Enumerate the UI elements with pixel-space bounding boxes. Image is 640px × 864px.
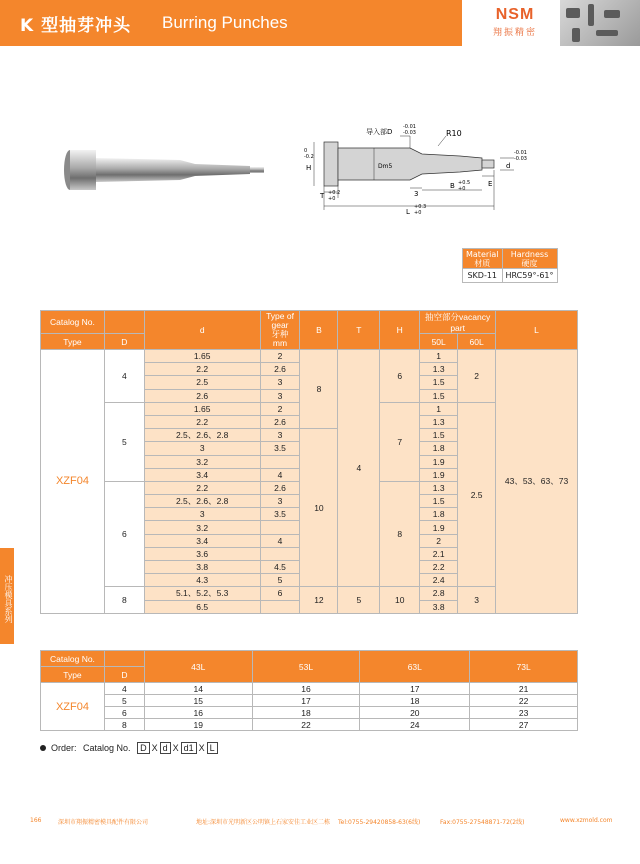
vac50-value: 2.1 <box>420 547 458 560</box>
gear-value: 3 <box>260 495 300 508</box>
page-footer <box>0 814 640 830</box>
vac60-value: 2 <box>458 350 496 403</box>
gear-value: 4.5 <box>260 561 300 574</box>
page-title: K 型抽芽冲头 <box>20 16 132 36</box>
d-value: 3 <box>144 442 260 455</box>
gear-value: 5 <box>260 574 300 587</box>
d-value: 2.2 <box>144 481 260 494</box>
gear-value: 2.6 <box>260 363 300 376</box>
vac50-value: 2 <box>420 534 458 547</box>
d-value: 3.2 <box>144 455 260 468</box>
D-value: 5 <box>104 695 144 707</box>
length-col-header: 53L <box>252 651 360 683</box>
hardness-value: HRC59°-61° <box>502 269 557 283</box>
order-label: Order: <box>51 743 77 753</box>
T-value: 4 <box>338 350 380 587</box>
vac50-value: 3.8 <box>420 600 458 613</box>
length-value: 18 <box>252 707 360 719</box>
dim-d1: d <box>506 162 511 170</box>
gear-value: 2 <box>260 350 300 363</box>
order-sep: X <box>172 743 179 753</box>
gear-value: 2.6 <box>260 481 300 494</box>
d-value: 2.2 <box>144 415 260 428</box>
vac50-value: 1.5 <box>420 389 458 402</box>
d-value: 3.4 <box>144 468 260 481</box>
order-catalog-no: Catalog No. <box>83 743 131 753</box>
footer-address: 地址:深圳市光明新区公明镇上石家安佳工业区二栋 <box>196 819 331 826</box>
dim-guide-tol-top: -0.01 <box>403 124 416 130</box>
order-example <box>40 742 218 754</box>
B-value: 12 <box>300 587 338 613</box>
gear-value: 3 <box>260 389 300 402</box>
footer-web: www.xzmold.com <box>560 817 613 824</box>
H-value: 7 <box>380 402 420 481</box>
gear-value: 3.5 <box>260 442 300 455</box>
table-row <box>41 683 578 695</box>
d-value: 1.65 <box>144 350 260 363</box>
gear-value: 6 <box>260 587 300 600</box>
header-b: B <box>300 311 338 350</box>
d-value: 3 <box>144 508 260 521</box>
H-value: 8 <box>380 481 420 587</box>
dim-guide-tol-bot: -0.03 <box>403 130 416 136</box>
order-box: D <box>137 742 150 754</box>
gear-value <box>260 455 300 468</box>
table-row <box>41 695 578 707</box>
gear-value: 3 <box>260 429 300 442</box>
spec-table: Catalog No. d Type of gear 牙种 mm B T H 抽空部分vacancy part L Type D 50L 60L XZF04 4 1.65 2 8 4 6 1 2 43、53、63、73 2.2 2.6 1.3 2.5 3 1.5 2.6 3 1.5 5 1.65 2 7 1 2.5 2.2 2.6 1.3 2.5、2.6、2.8 3 10 1.5 3 3.5 1.8 3.2 1.9 3.4 4 1.9 6 2.2 2.6 8 1.3 2.5、2.6、2.8 3 1.5 3 3.5 1.8 3.2 1.9 3.4 4 2 3.6 2.1 3.8 4.5 2.2 4.3 5 2.4 8 5.1、5.2、5.3 6 12 5 10 2.8 3 6.5 3.8 <box>40 310 578 614</box>
gear-value: 4 <box>260 468 300 481</box>
dim-r10: R10 <box>446 129 462 138</box>
header-D: D <box>104 334 144 350</box>
length-value: 15 <box>144 695 252 707</box>
brand-logo <box>470 6 560 44</box>
dim-l: L <box>406 208 410 216</box>
gear-value <box>260 521 300 534</box>
header-60L: 60L <box>458 334 496 350</box>
H-value: 10 <box>380 587 420 613</box>
d-value: 6.5 <box>144 600 260 613</box>
page-number: 166 <box>30 817 42 824</box>
length-value: 17 <box>360 683 470 695</box>
dim-dm5: Dm5 <box>378 163 393 170</box>
B-value: 10 <box>300 429 338 587</box>
vac50-value: 1.3 <box>420 363 458 376</box>
t2-header-type: Type <box>41 667 105 683</box>
D-value: 8 <box>104 587 144 613</box>
vac50-value: 1 <box>420 402 458 415</box>
d-value: 2.5、2.6、2.8 <box>144 429 260 442</box>
D-value: 4 <box>104 350 144 403</box>
gear-value: 2.6 <box>260 415 300 428</box>
dim-t: T <box>320 192 325 200</box>
d-value: 1.65 <box>144 402 260 415</box>
order-box: d1 <box>181 742 197 754</box>
vac50-value: 1.3 <box>420 415 458 428</box>
d-value: 3.8 <box>144 561 260 574</box>
t2-header-D: D <box>104 667 144 683</box>
header-type: Type <box>41 334 105 350</box>
logo-chinese: 翔振精密 <box>492 28 537 38</box>
length-col-header: 43L <box>144 651 252 683</box>
vac60-value: 3 <box>458 587 496 613</box>
punch-illustration <box>60 148 270 198</box>
material-table <box>462 248 558 283</box>
gear-value: 3 <box>260 376 300 389</box>
d-value: 3.4 <box>144 534 260 547</box>
material-value: SKD-11 <box>463 269 503 283</box>
header-gear: Type of gear 牙种 mm <box>260 311 300 350</box>
length-value: 19 <box>144 719 252 731</box>
header-vacancy: 抽空部分vacancy part <box>420 311 496 334</box>
vac50-value: 1.3 <box>420 481 458 494</box>
length-value: 18 <box>360 695 470 707</box>
d-value: 3.2 <box>144 521 260 534</box>
hardness-header: Hardness 硬度 <box>502 249 557 269</box>
dim-d1-tol: -0.01 <box>514 150 527 156</box>
logo-brand: NSM <box>495 6 535 23</box>
vac50-value: 1.9 <box>420 521 458 534</box>
order-sep: X <box>151 743 158 753</box>
material-header: Material 材质 <box>463 249 503 269</box>
dim-three: 3 <box>414 190 419 198</box>
dim-b-tol: +0.5 <box>458 180 471 186</box>
vac50-value: 1.5 <box>420 429 458 442</box>
table-row <box>41 719 578 731</box>
dim-t-tol: +0.2 <box>328 190 341 196</box>
d-value: 2.5、2.6、2.8 <box>144 495 260 508</box>
gear-value: 4 <box>260 534 300 547</box>
length-value: 20 <box>360 707 470 719</box>
length-value: 17 <box>252 695 360 707</box>
length-value: 24 <box>360 719 470 731</box>
table-row <box>41 707 578 719</box>
gear-value: 2 <box>260 402 300 415</box>
page-subtitle: Burring Punches <box>162 13 288 32</box>
vac50-value: 2.2 <box>420 561 458 574</box>
header-h: H <box>380 311 420 350</box>
length-value: 16 <box>252 683 360 695</box>
vac50-value: 1 <box>420 350 458 363</box>
length-value: 22 <box>252 719 360 731</box>
dim-l-tol: +0.3 <box>414 204 427 210</box>
table-row <box>41 350 578 363</box>
header-l: L <box>496 311 578 350</box>
d-value: 2.6 <box>144 389 260 402</box>
dim-t-tol0: +0 <box>328 196 336 202</box>
B-value: 8 <box>300 350 338 429</box>
D-value: 4 <box>104 683 144 695</box>
header-d: d <box>144 311 260 350</box>
dim-h-tol0: 0 <box>304 148 308 154</box>
dim-l-tol0: +0 <box>414 210 422 216</box>
L-values: 43、53、63、73 <box>496 350 578 614</box>
vac50-value: 2.8 <box>420 587 458 600</box>
length-value: 14 <box>144 683 252 695</box>
length-col-header: 63L <box>360 651 470 683</box>
type-name: XZF04 <box>41 350 105 614</box>
footer-fax: Fax:0755-27548871-72(2线) <box>440 819 525 826</box>
T-value: 5 <box>338 587 380 613</box>
dim-guide-label: 导入部D <box>366 128 393 136</box>
length-value: 21 <box>470 683 578 695</box>
side-section-tab: 冲压模具系列 <box>0 548 14 644</box>
vac50-value: 1.8 <box>420 508 458 521</box>
length-value: 22 <box>470 695 578 707</box>
gear-value <box>260 600 300 613</box>
D-value: 5 <box>104 402 144 481</box>
header-50L: 50L <box>420 334 458 350</box>
D-value: 8 <box>104 719 144 731</box>
d-value: 5.1、5.2、5.3 <box>144 587 260 600</box>
bullet-icon <box>40 745 46 751</box>
dim-h: H <box>306 164 312 172</box>
dim-e: E <box>488 180 493 188</box>
d-value: 4.3 <box>144 574 260 587</box>
gear-value <box>260 547 300 560</box>
order-sep: X <box>198 743 205 753</box>
length-value: 27 <box>470 719 578 731</box>
technical-drawing <box>300 118 540 218</box>
length-col-header: 73L <box>470 651 578 683</box>
vac50-value: 1.5 <box>420 495 458 508</box>
d-value: 3.6 <box>144 547 260 560</box>
length-table: Catalog No. 43L 53L 63L 73L Type D XZF04 4 14 16 17 21 5 15 17 18 22 6 16 18 20 23 8 19 22 24 27 <box>40 650 578 731</box>
d-value: 2.2 <box>144 363 260 376</box>
footer-tel: Tel:0755-29420858-63(6线) <box>338 819 421 826</box>
header-t: T <box>338 311 380 350</box>
dim-b: B <box>450 182 455 190</box>
length-value: 23 <box>470 707 578 719</box>
order-box: d <box>160 742 171 754</box>
d-value: 2.5 <box>144 376 260 389</box>
type-name: XZF04 <box>41 683 105 731</box>
vac50-value: 1.5 <box>420 376 458 389</box>
H-value: 6 <box>380 350 420 403</box>
vac50-value: 1.9 <box>420 468 458 481</box>
D-value: 6 <box>104 481 144 587</box>
length-value: 16 <box>144 707 252 719</box>
gear-value: 3.5 <box>260 508 300 521</box>
vac50-value: 1.9 <box>420 455 458 468</box>
dim-d1-tol2: -0.03 <box>514 156 527 162</box>
footer-company: 深圳市翔振精密模具配件有限公司 <box>58 819 149 826</box>
dim-h-tol: -0.2 <box>304 154 314 160</box>
page-header <box>0 0 640 46</box>
vac60-value: 2.5 <box>458 402 496 587</box>
D-value: 6 <box>104 707 144 719</box>
product-photo <box>560 0 640 46</box>
vac50-value: 1.8 <box>420 442 458 455</box>
dim-b-tol0: +0 <box>458 186 466 192</box>
order-box: L <box>207 742 218 754</box>
vac50-value: 2.4 <box>420 574 458 587</box>
